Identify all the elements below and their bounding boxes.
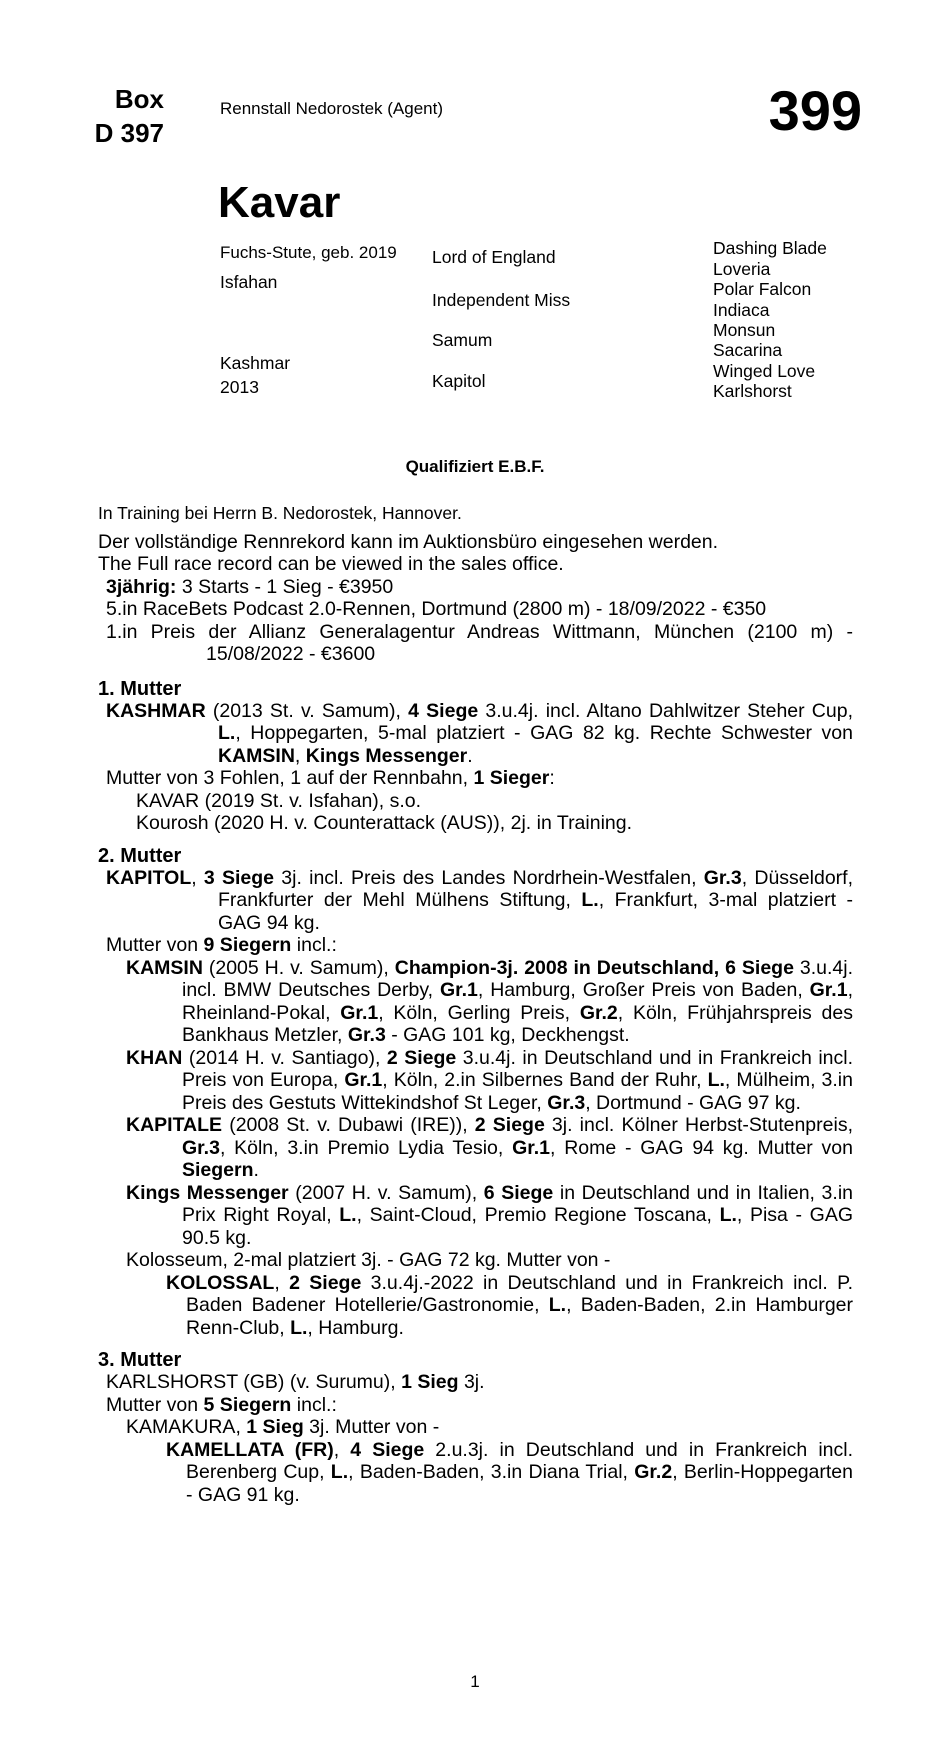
dam1-produce-intro bbox=[106, 767, 853, 790]
pedigree-dam-dam: Kapitol bbox=[432, 371, 486, 391]
text-fragment: KAMAKURA, bbox=[126, 1416, 247, 1438]
text-fragment: Gr.2 bbox=[579, 1001, 618, 1024]
text-fragment: KOLOSSAL bbox=[166, 1271, 275, 1294]
text-fragment: L. bbox=[330, 1461, 349, 1483]
text-fragment: , Düsseldorf, Frankfurter der Mehl Mülhens Stiftung, bbox=[218, 866, 853, 911]
text-fragment: Gr.3 bbox=[703, 866, 742, 889]
text-fragment: L. bbox=[581, 889, 599, 911]
text-fragment: Gr.3 bbox=[347, 1024, 386, 1046]
text-fragment: 4 Siege bbox=[350, 1438, 425, 1461]
text-fragment: KAMSIN bbox=[218, 744, 295, 767]
text-fragment: , Frankfurt, 3-mal platziert - GAG 94 kg. bbox=[218, 889, 853, 934]
text-fragment: 2 Siege bbox=[386, 1046, 457, 1069]
dam1-entry bbox=[106, 700, 853, 768]
pedigree-dam: Kashmar bbox=[220, 353, 291, 373]
text-fragment: , Mülheim, 3.in Preis des Gestuts Wittekindshof St Leger, bbox=[182, 1069, 853, 1114]
text-fragment: . bbox=[253, 1159, 259, 1181]
text-fragment: , Rheinland-Pokal, bbox=[182, 979, 853, 1024]
produce-item: Kourosh (2020 H. v. Counterattack (AUS)), 2j. in Training. bbox=[136, 812, 633, 834]
pedigree-gen3: Sacarina bbox=[713, 340, 783, 360]
pedigree-sire-dam: Independent Miss bbox=[432, 290, 571, 310]
text-fragment: (2008 St. v. Dubawi (IRE)), bbox=[222, 1114, 475, 1136]
produce-item: KAVAR (2019 St. v. Isfahan), s.o. bbox=[136, 789, 422, 812]
text-fragment: 2.u.3j. in Deutschland und in Frankreich incl. Berenberg Cup, bbox=[186, 1438, 853, 1483]
lot-number: 399 bbox=[768, 79, 862, 142]
consignor: Rennstall Nedorostek (Agent) bbox=[220, 99, 444, 118]
text-fragment: incl.: bbox=[291, 1393, 337, 1416]
age-label: 3jährig: bbox=[106, 575, 177, 598]
page-number: 1 bbox=[470, 1672, 480, 1691]
text-fragment: 3.u.4j. incl. Altano Dahlwitzer Steher Cup, bbox=[478, 699, 853, 722]
text-fragment: L. bbox=[719, 1204, 737, 1226]
record-summary: 3 Starts - 1 Sieg - €3950 bbox=[176, 575, 394, 598]
text-fragment: Gr.3 bbox=[547, 1091, 586, 1114]
race-record-note-en: The Full race record can be viewed in the sales office. bbox=[98, 553, 564, 575]
text-fragment: Mutter von 3 Fohlen, 1 auf der Rennbahn, bbox=[106, 767, 474, 789]
pedigree-sire-sire: Lord of England bbox=[432, 247, 556, 267]
text-fragment: , bbox=[191, 866, 204, 889]
text-fragment: KAMELLATA (FR) bbox=[166, 1438, 334, 1461]
produce-entry-kamellata bbox=[166, 1439, 853, 1507]
text-fragment: 1 Sieg bbox=[401, 1371, 459, 1393]
training-info: In Training bei Herrn B. Nedorostek, Hannover. bbox=[98, 503, 462, 523]
dam3-entry bbox=[106, 1371, 853, 1394]
text-fragment: , Pisa - GAG 90.5 kg. bbox=[182, 1204, 853, 1249]
text-fragment: Gr.2 bbox=[634, 1461, 673, 1483]
dam3-produce-intro bbox=[106, 1394, 853, 1417]
text-fragment: 3j. incl. Preis des Landes Nordrhein-Westfalen, bbox=[274, 866, 704, 889]
text-fragment: , Köln, Gerling Preis, bbox=[378, 1001, 580, 1024]
text-fragment: KAMSIN bbox=[126, 956, 203, 979]
text-fragment: 3j. bbox=[458, 1371, 485, 1393]
text-fragment: , Köln, 3.in Premio Lydia Tesio, bbox=[219, 1136, 513, 1159]
horse-name: Kavar bbox=[218, 178, 341, 227]
text-fragment: 3j. Mutter von - bbox=[303, 1416, 440, 1438]
text-fragment: 9 Siegern bbox=[203, 934, 292, 956]
qualification: Qualifiziert E.B.F. bbox=[405, 457, 545, 476]
text-fragment: (2013 St. v. Samum), bbox=[205, 699, 409, 722]
text-fragment: Gr.1 bbox=[439, 979, 478, 1001]
text-fragment: , Saint-Cloud, Premio Regione Toscana, bbox=[356, 1204, 720, 1226]
pedigree-gen3: Loveria bbox=[713, 259, 771, 279]
race-entry: 1.in Preis der Allianz Generalagentur Andreas Wittmann, München (2100 m) - 15/08/2022 - €3600 bbox=[106, 620, 853, 665]
race-record-summary bbox=[106, 576, 853, 599]
text-fragment: L. bbox=[339, 1204, 357, 1226]
box-number: D 397 bbox=[94, 118, 164, 148]
text-fragment: 3.u.4j. in Deutschland und in Frankreich incl. Preis von Europa, bbox=[182, 1046, 854, 1091]
produce-entry-kolossal bbox=[166, 1272, 853, 1340]
pedigree-gen3: Polar Falcon bbox=[713, 279, 812, 299]
text-fragment: L. bbox=[290, 1316, 308, 1339]
text-fragment: Gr.1 bbox=[809, 979, 848, 1001]
text-fragment: Mutter von bbox=[106, 934, 204, 956]
text-fragment: Gr.1 bbox=[340, 1001, 379, 1024]
pedigree-gen3: Winged Love bbox=[713, 361, 816, 381]
text-fragment: Champion-3j. 2008 in Deutschland, 6 Siege bbox=[394, 956, 794, 979]
text-fragment: , Köln, 2.in Silbernes Band der Ruhr, bbox=[382, 1069, 708, 1091]
dam2-entry bbox=[106, 867, 853, 935]
text-fragment: , Hamburg, Großer Preis von Baden, bbox=[477, 979, 810, 1001]
dam2-produce-intro bbox=[106, 934, 853, 957]
text-fragment: L. bbox=[707, 1069, 725, 1091]
dam1-name: KASHMAR bbox=[106, 699, 206, 722]
text-fragment: 1 Sieg bbox=[246, 1416, 304, 1438]
text-fragment: 2 Siege bbox=[289, 1271, 362, 1294]
section-heading-dam3: 3. Mutter bbox=[98, 1349, 182, 1371]
pedigree-dam-year: 2013 bbox=[220, 377, 259, 397]
pedigree-gen3: Dashing Blade bbox=[713, 238, 827, 258]
text-fragment: . bbox=[467, 744, 473, 767]
text-fragment: 3.u.4j.-2022 in Deutschland und in Frankreich incl. P. Baden Badener Hotellerie/Gastronomie, bbox=[186, 1271, 854, 1316]
horse-description: Fuchs-Stute, geb. 2019 bbox=[220, 243, 397, 262]
produce-entry-kings-messenger bbox=[126, 1182, 853, 1250]
text-fragment: Kings Messenger bbox=[126, 1181, 289, 1204]
text-fragment: incl.: bbox=[291, 934, 337, 956]
text-fragment: , Hamburg. bbox=[307, 1316, 404, 1339]
text-fragment: Gr.1 bbox=[344, 1069, 383, 1091]
text-fragment: , Berlin-Hoppegarten - GAG 91 kg. bbox=[186, 1461, 853, 1506]
text-fragment: KHAN bbox=[126, 1046, 183, 1069]
race-record-note-de: Der vollständige Rennrekord kann im Auktionsbüro eingesehen werden. bbox=[98, 530, 719, 553]
pedigree-gen3: Karlshorst bbox=[713, 381, 792, 401]
text-fragment: 3 Siege bbox=[203, 866, 275, 889]
pedigree-gen3: Indiaca bbox=[713, 300, 770, 320]
text-fragment: Mutter von bbox=[106, 1393, 204, 1416]
text-fragment: Siegern bbox=[182, 1159, 254, 1181]
text-fragment: (2014 H. v. Santiago), bbox=[182, 1046, 387, 1069]
text-fragment: 6 Siege bbox=[483, 1181, 554, 1204]
text-fragment: - GAG 101 kg, Deckhengst. bbox=[385, 1024, 630, 1046]
text-fragment: 3.u.4j. incl. BMW Deutsches Derby, bbox=[182, 956, 853, 1001]
text-fragment: , Dortmund - GAG 97 kg. bbox=[585, 1091, 801, 1114]
pedigree-gen3: Monsun bbox=[713, 320, 776, 340]
section-heading-dam2: 2. Mutter bbox=[98, 844, 182, 867]
produce-entry-kamakura bbox=[126, 1416, 853, 1439]
produce-entry-kolosseum: Kolosseum, 2-mal platziert 3j. - GAG 72 kg. Mutter von - bbox=[126, 1249, 611, 1271]
text-fragment: 5 Siegern bbox=[203, 1393, 292, 1416]
pedigree-sire: Isfahan bbox=[220, 272, 278, 292]
text-fragment: 1 Sieger bbox=[473, 767, 550, 789]
text-fragment: , Rome - GAG 94 kg. Mutter von bbox=[550, 1136, 853, 1159]
text-fragment: , Baden-Baden, 3.in Diana Trial, bbox=[348, 1461, 635, 1483]
text-fragment: Kings Messenger bbox=[305, 744, 468, 767]
race-entry: 5.in RaceBets Podcast 2.0-Rennen, Dortmund (2800 m) - 18/09/2022 - €350 bbox=[106, 598, 767, 620]
text-fragment: , bbox=[333, 1438, 351, 1461]
box-label: Box bbox=[114, 84, 164, 114]
text-fragment: , Baden-Baden, 2.in Hamburger Renn-Club, bbox=[186, 1294, 853, 1339]
text-fragment: Gr.3 bbox=[182, 1136, 220, 1159]
produce-entry-khan bbox=[126, 1047, 853, 1115]
text-fragment: , bbox=[294, 744, 306, 767]
catalogue-body bbox=[98, 502, 853, 1506]
text-fragment: , Hoppegarten, 5-mal platziert - GAG 82 kg. Rechte Schwester von bbox=[235, 722, 853, 744]
text-fragment: L. bbox=[548, 1294, 567, 1316]
text-fragment: , Köln, Frühjahrspreis des Bankhaus Metzler, bbox=[182, 1001, 853, 1046]
text-fragment: L. bbox=[218, 722, 236, 744]
text-fragment: KAPITALE bbox=[126, 1114, 223, 1136]
produce-entry-kamsin bbox=[126, 957, 853, 1047]
text-fragment: : bbox=[549, 767, 555, 789]
text-fragment: , bbox=[274, 1271, 290, 1294]
text-fragment: KARLSHORST (GB) (v. Surumu), bbox=[106, 1371, 402, 1393]
text-fragment: 2 Siege bbox=[474, 1114, 545, 1136]
text-fragment: Gr.1 bbox=[512, 1136, 551, 1159]
text-fragment: 4 Siege bbox=[408, 699, 479, 722]
text-fragment: (2007 H. v. Samum), bbox=[288, 1181, 484, 1204]
pedigree-dam-sire: Samum bbox=[432, 330, 493, 350]
text-fragment: 3j. incl. Kölner Herbst-Stutenpreis, bbox=[544, 1114, 853, 1136]
section-heading-dam1: 1. Mutter bbox=[98, 677, 182, 700]
text-fragment: in Deutschland und in Italien, 3.in Prix Right Royal, bbox=[182, 1181, 853, 1226]
produce-entry-kapitale bbox=[126, 1114, 853, 1182]
text-fragment: (2005 H. v. Samum), bbox=[202, 956, 395, 979]
dam2-name: KAPITOL bbox=[106, 866, 192, 889]
